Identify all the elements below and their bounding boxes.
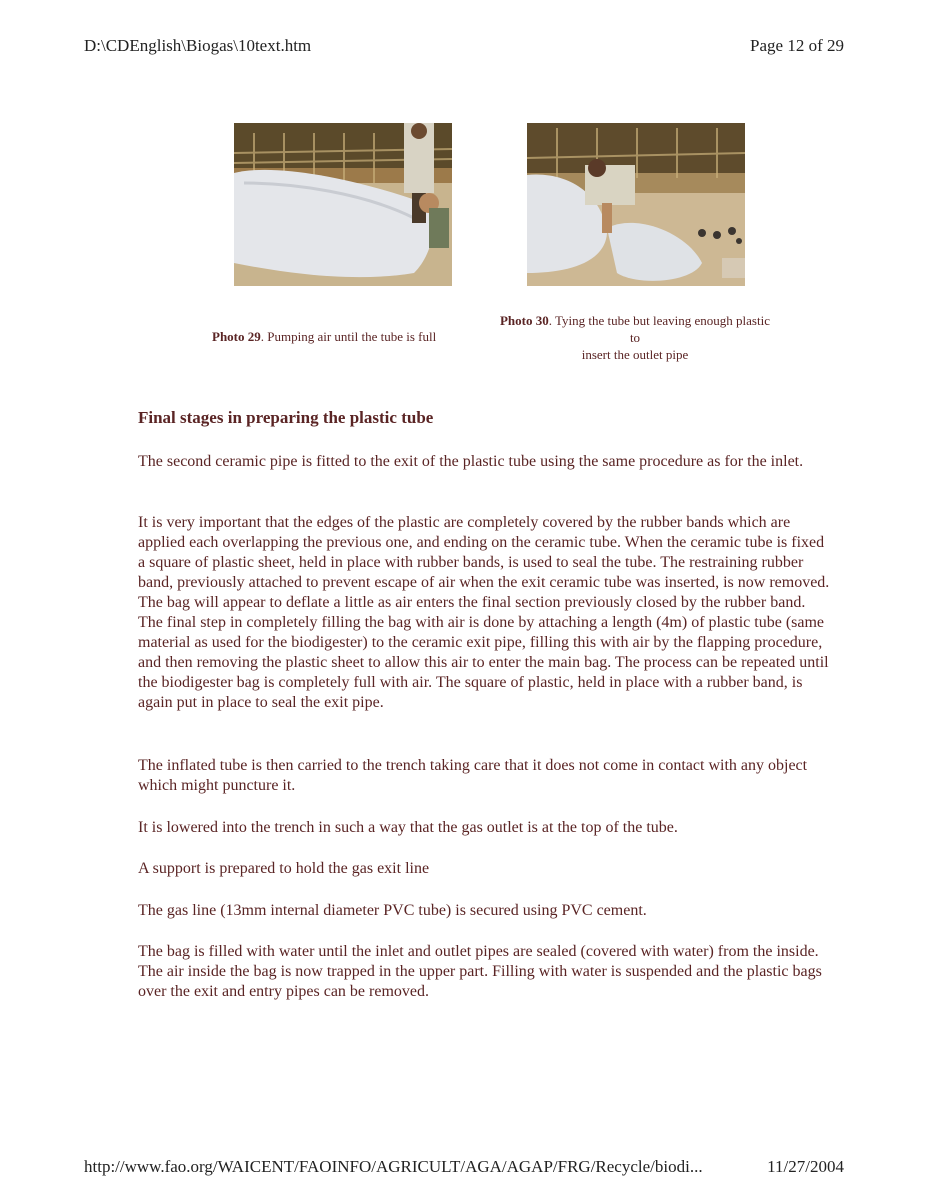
photo-30-caption-line3: insert the outlet pipe xyxy=(581,347,689,362)
paragraph: The bag is filled with water until the inlet and outlet pipes are sealed (covered with water) from the inside. The air inside the bag is now trapped in the upper part. Filling with water is suspended and the plastic bags over the exit and entry pipes can be removed. xyxy=(138,943,822,1000)
photo-30-caption xyxy=(470,312,800,363)
photo-30-label: Photo 30 xyxy=(499,313,549,328)
photo-30-image xyxy=(527,123,745,286)
photo-30-caption-line1: . Tying the tube but leaving enough plastic xyxy=(548,313,770,328)
photo-29-caption xyxy=(212,328,482,345)
section-heading: Final stages in preparing the plastic tube xyxy=(138,408,434,427)
header-page-number: Page 12 of 29 xyxy=(750,36,844,55)
paragraph: The second ceramic pipe is fitted to the exit of the plastic tube using the same procedure as for the inlet. xyxy=(138,453,804,470)
header-path: D:\CDEnglish\Biogas\10text.htm xyxy=(84,36,312,55)
photo-29-caption-text: . Pumping air until the tube is full xyxy=(260,329,437,344)
photo-30-caption-line2: to xyxy=(629,330,641,345)
photo-29-label: Photo 29 xyxy=(212,329,261,344)
paragraph: It is very important that the edges of the plastic are completely covered by the rubber bands which are applied each overlapping the previous one, and ending on the ceramic tube. When the ceramic tube is fixed a square of plastic sheet, held in place with rubber bands, is used to seal the tube. The restraining rubber band, previously attached to prevent escape of air when the exit ceramic tube was inserted, is now removed. The bag will appear to deflate a little as air enters the final section previously closed by the rubber band. The final step in completely filling the bag with air is done by attaching a length (4m) of plastic tube (same material as used for the biodigester) to the ceramic exit pipe, filling this with air by the flapping procedure, and then removing the plastic sheet to allow this air to enter the main bag. The process can be repeated until the biodigester bag is completely full with air. The square of plastic, held in place with a rubber band, is again put in place to seal the exit pipe. xyxy=(138,514,830,711)
paragraph: The gas line (13mm internal diameter PVC tube) is secured using PVC cement. xyxy=(138,902,647,919)
footer-url: http://www.fao.org/WAICENT/FAOINFO/AGRICULT/AGA/AGAP/FRG/Recycle/biodi... xyxy=(84,1157,703,1176)
photo-29-image xyxy=(234,123,452,286)
footer-date: 11/27/2004 xyxy=(767,1157,844,1176)
paragraph: The inflated tube is then carried to the trench taking care that it does not come in contact with any object which might puncture it. xyxy=(138,757,808,794)
paragraph: It is lowered into the trench in such a way that the gas outlet is at the top of the tube. xyxy=(138,819,678,836)
paragraph: A support is prepared to hold the gas exit line xyxy=(138,860,430,877)
